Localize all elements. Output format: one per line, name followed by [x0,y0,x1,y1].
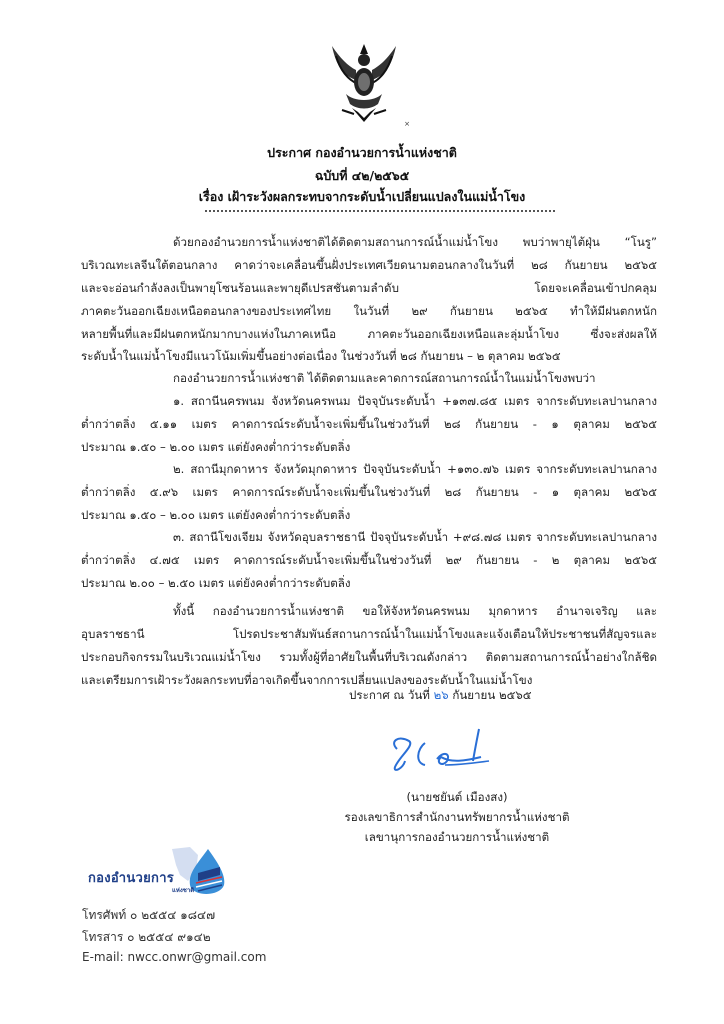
para2: กองอำนวยการน้ำแห่งชาติ ได้ติดตามและคาดการณ์สถานการณ์น้ำในแม่น้ำโขงพบว่า [173,371,596,385]
para1-line2: บริเวณทะเลจีนใต้ตอนกลาง คาดว่าจะเคลื่อนขึ้นฝั่งประเทศเวียดนามตอนกลางในวันที่ ๒๘ กันยายน ๒๕๖๕ [81,258,657,272]
station-2-line1: ๒. สถานีมุกดาหาร จังหวัดมุกดาหาร ปัจจุบันระดับน้ำ +๑๓๐.๗๖ เมตร จากระดับทะเลปานกลาง [173,462,657,476]
station-2-line3: ประมาณ ๑.๕๐ – ๒.๐๐ เมตร แต่ยังคงต่ำกว่าระดับตลิ่ง [81,508,351,522]
signature-icon [385,727,495,777]
announcement-title: ประกาศ กองอำนวยการน้ำแห่งชาติ [267,145,457,160]
para3-line3: ประกอบกิจกรรมในบริเวณแม่น้ำโขง รวมทั้งผู้ที่อาศัยในพื้นที่บริเวณดังกล่าว ติดตามสถานการณ์น้ำอย่างใกล้ชิด [81,650,657,664]
announcement-subject: เรื่อง เฝ้าระวังผลกระทบจากระดับน้ำเปลี่ยนแปลงในแม่น้ำโขง [198,189,526,204]
para3-line4: และเตรียมการเฝ้าระวังผลกระทบที่อาจเกิดขึ้นจากการเปลี่ยนแปลงของระดับน้ำในแม่น้ำโขง [81,673,533,687]
announcement-number: ฉบับที่ ๔๒/๒๕๖๕ [314,168,410,183]
station-1-line3: ประมาณ ๑.๕๐ – ๒.๐๐ เมตร แต่ยังคงต่ำกว่าระดับตลิ่ง [81,440,351,454]
fax-number: โทรสาร ๐ ๒๕๕๔ ๙๑๔๒ [82,930,211,944]
signatory-name: (นายชยันต์ เมืองสง) [406,790,508,804]
date-day: ๒๖ [433,688,449,702]
logo-text: กองอำนวยการ [88,871,175,886]
para1-line3: และจะอ่อนกำลังลงเป็นพายุโซนร้อนและพายุดีเปรสชันตามลำดับ โดยจะเคลื่อนเข้าปกคลุม [81,281,657,295]
para1-line4: ภาคตะวันออกเฉียงเหนือตอนกลางของประเทศไทย ในวันที่ ๒๙ กันยายน ๒๕๖๕ ทำให้มีฝนตกหนัก [81,304,657,318]
station-3-line3: ประมาณ ๒.๐๐ – ๒.๕๐ เมตร แต่ยังคงต่ำกว่าระดับตลิ่ง [81,576,351,590]
para3-line2: อุบลราชธานี โปรดประชาสัมพันธ์สถานการณ์น้ำในแม่น้ำโขงและแจ้งเตือนให้ประชาชนที่สัญจรและ [81,627,657,641]
emblem-mark: × [404,120,410,128]
para1-line5: หลายพื้นที่และมีฝนตกหนักมากบางแห่งในภาคเหนือ ภาคตะวันออกเฉียงเหนือและลุ่มน้ำโขง ซึ่งจะส่งผลให้ [81,327,657,341]
garuda-emblem-icon [326,36,410,128]
station-1-line2: ต่ำกว่าตลิ่ง ๕.๑๑ เมตร คาดการณ์ระดับน้ำจะเพิ่มขึ้นในช่วงวันที่ ๒๘ กันยายน - ๑ ตุลาคม ๒๕๖๕ [81,417,657,431]
para3-line1: ทั้งนี้ กองอำนวยการน้ำแห่งชาติ ขอให้จังหวัดนครพนม มุกดาหาร อำนาจเจริญ และ [173,604,657,618]
station-2-line2: ต่ำกว่าตลิ่ง ๕.๙๖ เมตร คาดการณ์ระดับน้ำจะเพิ่มขึ้นในช่วงวันที่ ๒๘ กันยายน - ๑ ตุลาคม ๒๕๖๕ [81,485,657,499]
email-address[interactable]: E-mail: nwcc.onwr@gmail.com [82,950,267,964]
separator-dotted-line [205,210,555,212]
station-3-line2: ต่ำกว่าตลิ่ง ๔.๗๕ เมตร คาดการณ์ระดับน้ำจะเพิ่มขึ้นในช่วงวันที่ ๒๙ กันยายน - ๒ ตุลาคม ๒๕๖๕ [81,553,657,567]
signatory-position-2: เลขานุการกองอำนวยการน้ำแห่งชาติ [364,830,550,844]
date-prefix: ประกาศ ณ วันที่ [349,688,430,702]
station-3-line1: ๓. สถานีโขงเจียม จังหวัดอุบลราชธานี ปัจจุบันระดับน้ำ +๙๘.๗๘ เมตร จากระดับทะเลปานกลาง [173,530,657,544]
signatory-position-1: รองเลขาธิการสำนักงานทรัพยากรน้ำแห่งชาติ [344,810,570,824]
para1-line6: ระดับน้ำในแม่น้ำโขงมีแนวโน้มเพิ่มขึ้นอย่างต่อเนื่อง ในช่วงวันที่ ๒๘ กันยายน – ๒ ตุลาคม ๒๕๖๕ [81,349,561,363]
nwcc-logo [80,845,230,900]
logo-subtext: แห่งชาติ [172,887,195,894]
station-1-line1: ๑. สถานีนครพนม จังหวัดนครพนม ปัจจุบันระดับน้ำ +๑๓๗.๘๕ เมตร จากระดับทะเลปานกลาง [173,394,657,408]
announcement-date [349,686,532,704]
phone-number: โทรศัพท์ ๐ ๒๕๕๔ ๑๘๔๗ [82,908,216,922]
para1-line1: ด้วยกองอำนวยการน้ำแห่งชาติได้ติดตามสถานการณ์น้ำแม่น้ำโขง พบว่าพายุไต้ฝุ่น “โนรู” [173,235,657,249]
date-suffix: กันยายน ๒๕๖๕ [452,688,532,702]
